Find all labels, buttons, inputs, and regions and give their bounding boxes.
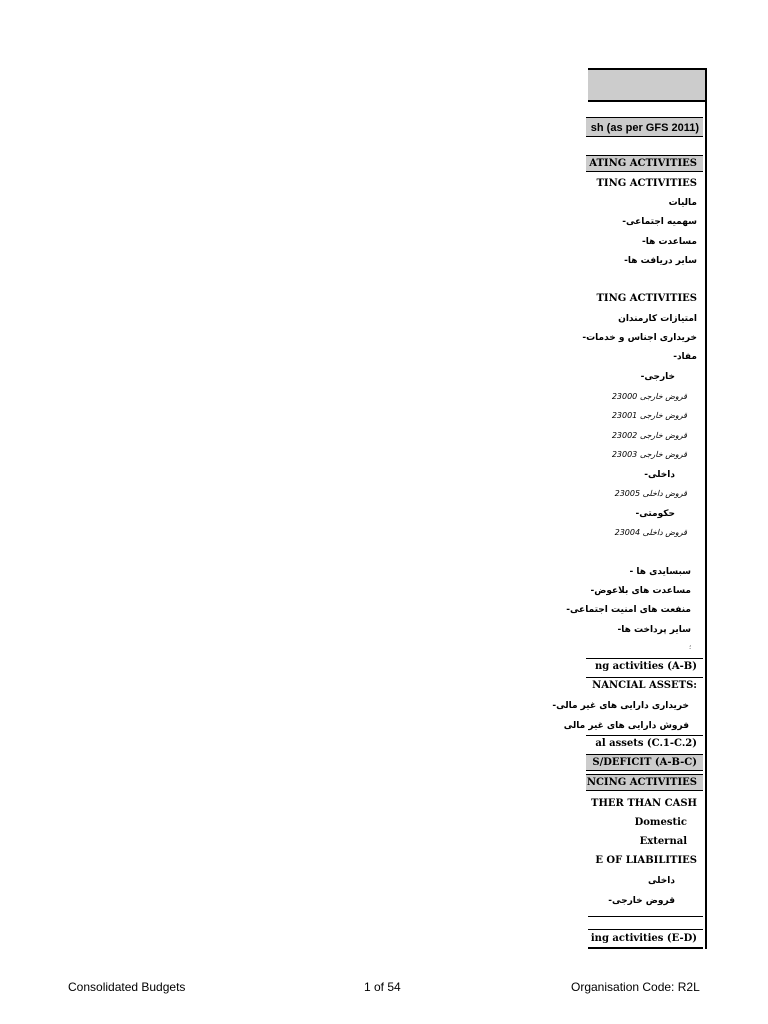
- row-domestic-liabilities: داخلی: [648, 876, 675, 886]
- total-bottom-rule: [588, 947, 703, 949]
- row-social-benefits: -منفعت های امنیت اجتماعی: [566, 605, 691, 615]
- row-employee-compensation: امتیازات کارمندان: [618, 314, 697, 324]
- row-liabilities-heading: E OF LIABILITIES: [595, 855, 697, 866]
- row-interest: -مفاد: [673, 352, 697, 362]
- header-divider: [588, 100, 705, 102]
- row-domestic: -داخلی: [644, 470, 675, 480]
- row-net-operating-total: ng activities (A-B): [586, 658, 703, 676]
- row-payments-heading: TING ACTIVITIES: [596, 293, 697, 304]
- separator-rule: [588, 916, 703, 917]
- row-nonfinancial-assets-heading: NANCIAL ASSETS:: [586, 677, 703, 695]
- row-external-loans: -قروض خارجی: [608, 896, 675, 906]
- row-domestic-loan-23004: 23004 قروض داخلی: [614, 528, 687, 537]
- row-net-financing-total: ing activities (E-D): [590, 933, 697, 944]
- row-nonfinancial-sale: فروش دارایی های غیر مالی: [563, 721, 689, 731]
- row-taxes: مالیات: [668, 198, 697, 208]
- row-government: -حکومتی: [635, 509, 675, 519]
- row-external-loan-23000: 23000 قروض خارجی: [611, 392, 687, 401]
- row-domestic-loan-23005: 23005 قروض داخلی: [614, 489, 687, 498]
- row-grants-paid: -مساعدت های بلاعوض: [590, 586, 691, 596]
- row-external-loan-23002: 23002 قروض خارجی: [611, 431, 687, 440]
- spreadsheet-column: [552, 68, 707, 949]
- row-subsidies: - سبسایدی ها: [629, 567, 691, 577]
- footer-title: Consolidated Budgets: [68, 980, 186, 994]
- row-other-payments: -سایر پرداخت ها: [617, 625, 691, 635]
- row-domestic-financing: Domestic: [634, 817, 687, 828]
- statement-title: sh (as per GFS 2011): [586, 117, 703, 137]
- row-stray-mark: ؛: [689, 644, 691, 651]
- footer-page-number: 1 of 54: [364, 980, 401, 994]
- section-operating-header: ATING ACTIVITIES: [586, 155, 703, 172]
- row-nonfinancial-purchase: -خریداری دارایی های غیر مالی: [552, 701, 689, 711]
- row-goods-services: -خریداری اجناس و خدمات: [582, 333, 697, 343]
- header-block: [588, 68, 705, 102]
- row-other-receipts: -سایر دریافت ها: [624, 256, 697, 266]
- row-receipts-heading: TING ACTIVITIES: [596, 178, 697, 189]
- section-financing-header: NCING ACTIVITIES: [586, 774, 703, 791]
- row-other-than-cash: THER THAN CASH: [591, 798, 697, 809]
- footer-organisation-code: Organisation Code: R2L: [571, 980, 700, 994]
- row-external-loan-23003: 23003 قروض خارجی: [611, 450, 687, 459]
- row-net-nonfinancial-total: al assets (C.1-C.2): [586, 735, 703, 753]
- row-surplus-deficit: S/DEFICIT (A-B-C): [586, 754, 703, 771]
- total-top-rule: [588, 929, 703, 930]
- row-social-contributions: -سهمیه اجتماعی: [622, 217, 697, 227]
- row-grants: -مساعدت ها: [641, 237, 697, 247]
- row-external-financing: External: [639, 836, 687, 847]
- row-external-loan-23001: 23001 قروض خارجی: [611, 411, 687, 420]
- row-external: -خارجی: [640, 372, 675, 382]
